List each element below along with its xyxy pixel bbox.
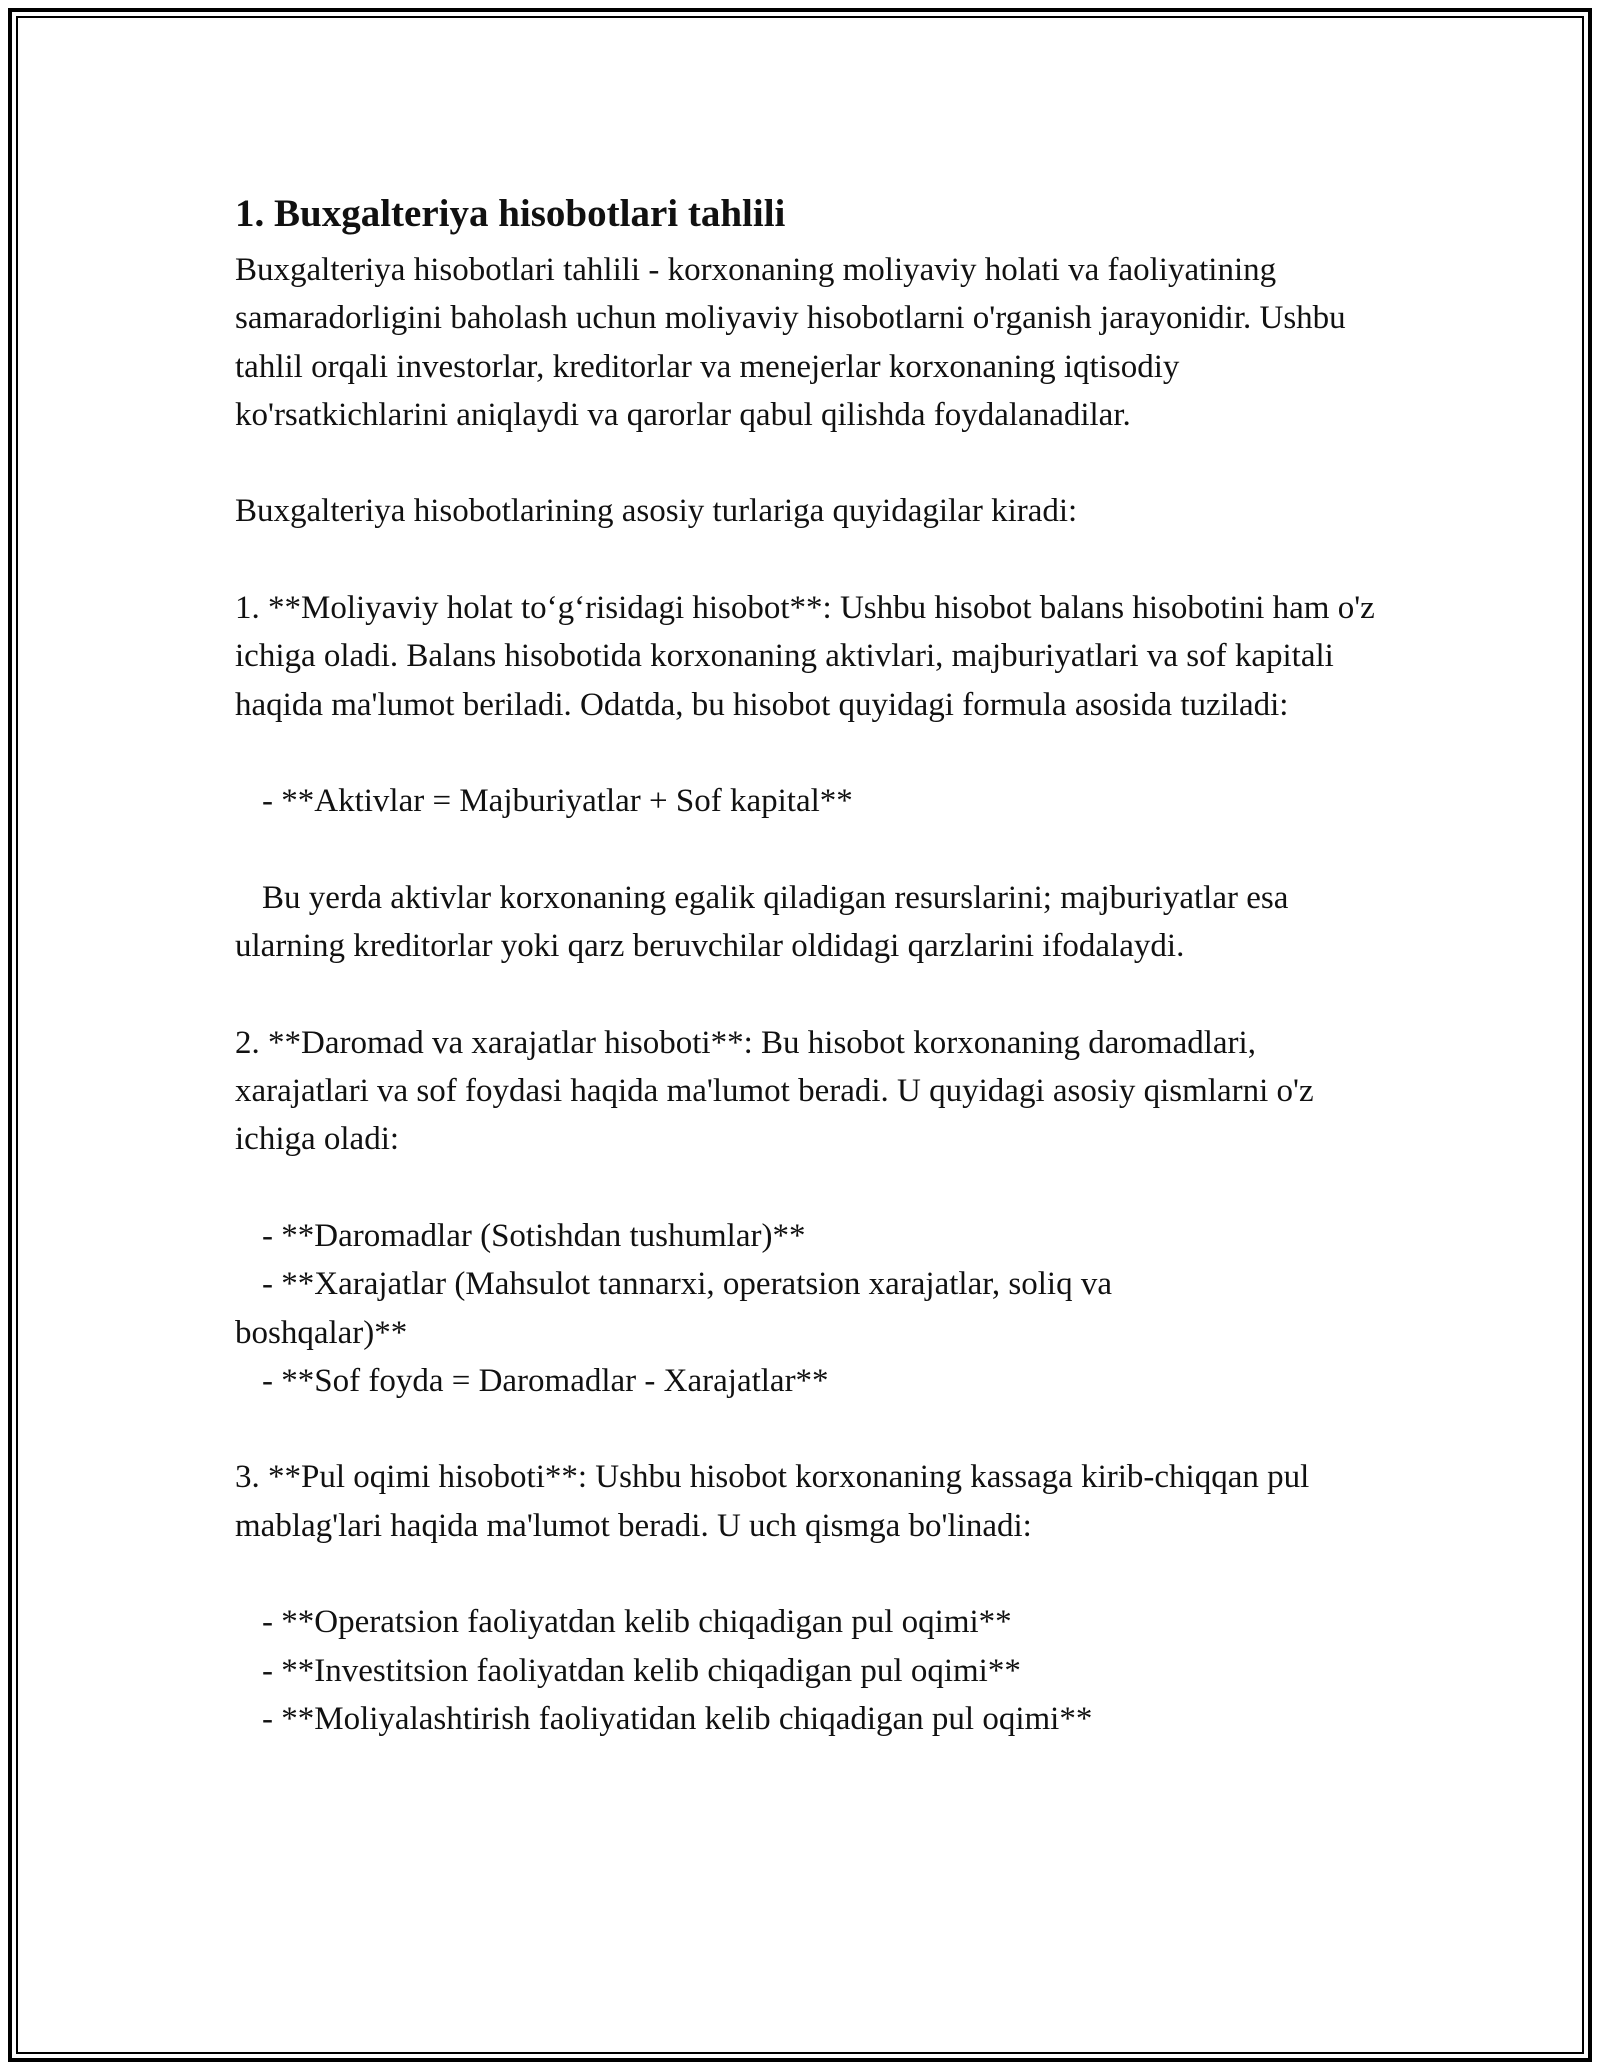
- section-1-formula: - **Aktivlar = Majburiyatlar + Sof kapital**: [262, 783, 853, 820]
- intro-paragraph: Buxgalteriya hisobotlari tahlili - korxonaning moliyaviy holati va faoliyatining samaradorligini baholash uchun moliyaviy hisobotlarni o'rganish jarayonidir. Ushbu tahlil orqali investorlar, kreditorlar va menejerlar korxonaning iqtisodiy ko'rsatkichlarini aniqlaydi va qarorlar qabul qilishda foydalanadilar.: [235, 252, 1354, 433]
- spacer: [235, 536, 1380, 584]
- spacer: [235, 1164, 1380, 1212]
- document-title: 1. Buxgalteriya hisobotlari tahlili: [235, 192, 786, 235]
- document-body: [235, 188, 1384, 1743]
- section-3-list-item: - **Operatsion faoliyatdan kelib chiqadigan pul oqimi**: [262, 1604, 1012, 1641]
- section-3-list-item: - **Investitsion faoliyatdan kelib chiqadigan pul oqimi**: [262, 1652, 1021, 1689]
- section-1-note-text: Bu yerda aktivlar korxonaning egalik qiladigan resurslarini; majburiyatlar esa ularning kreditorlar yoki qarz beruvchilar oldidagi qarzlarini ifodalaydi.: [235, 879, 1297, 965]
- section-1-paragraph: 1. **Moliyaviy holat to‘g‘risidagi hisobot**: Ushbu hisobot balans hisobotini ham o'z ichiga oladi. Balans hisobotida korxonaning aktivlari, majburiyatlari va sof kapitali haqida ma'lumot beriladi. Odatda, bu hisobot quyidagi formula asosida tuziladi:: [235, 590, 1384, 723]
- section-1-note: [235, 874, 1380, 971]
- spacer: [235, 826, 1380, 874]
- section-2-paragraph: 2. **Daromad va xarajatlar hisoboti**: Bu hisobot korxonaning daromadlari, xarajatlari va sof foydasi haqida ma'lumot beradi. U quyidagi asosiy qismlarni o'z ichiga oladi:: [235, 1024, 1322, 1158]
- spacer: [235, 1405, 1380, 1453]
- spacer: [235, 439, 1380, 487]
- spacer: [235, 729, 1380, 777]
- section-2-list-item-continuation: boshqalar)**: [235, 1314, 408, 1351]
- types-intro-paragraph: Buxgalteriya hisobotlarining asosiy turlariga quyidagilar kiradi:: [235, 493, 1078, 530]
- spacer: [235, 1550, 1380, 1598]
- section-2-list-item: - **Daromadlar (Sotishdan tushumlar)**: [262, 1217, 806, 1254]
- spacer: [235, 970, 1380, 1018]
- section-3-paragraph: 3. **Pul oqimi hisoboti**: Ushbu hisobot korxonaning kassaga kirib-chiqqan pul mablag'lari haqida ma'lumot beradi. U uch qismga bo'linadi:: [235, 1459, 1318, 1544]
- section-2-list-item: - **Xarajatlar (Mahsulot tannarxi, operatsion xarajatlar, soliq va: [262, 1266, 1112, 1303]
- section-3-list-item: - **Moliyalashtirish faoliyatidan kelib chiqadigan pul oqimi**: [262, 1700, 1093, 1737]
- section-2-list-item: - **Sof foyda = Daromadlar - Xarajatlar**: [262, 1362, 829, 1399]
